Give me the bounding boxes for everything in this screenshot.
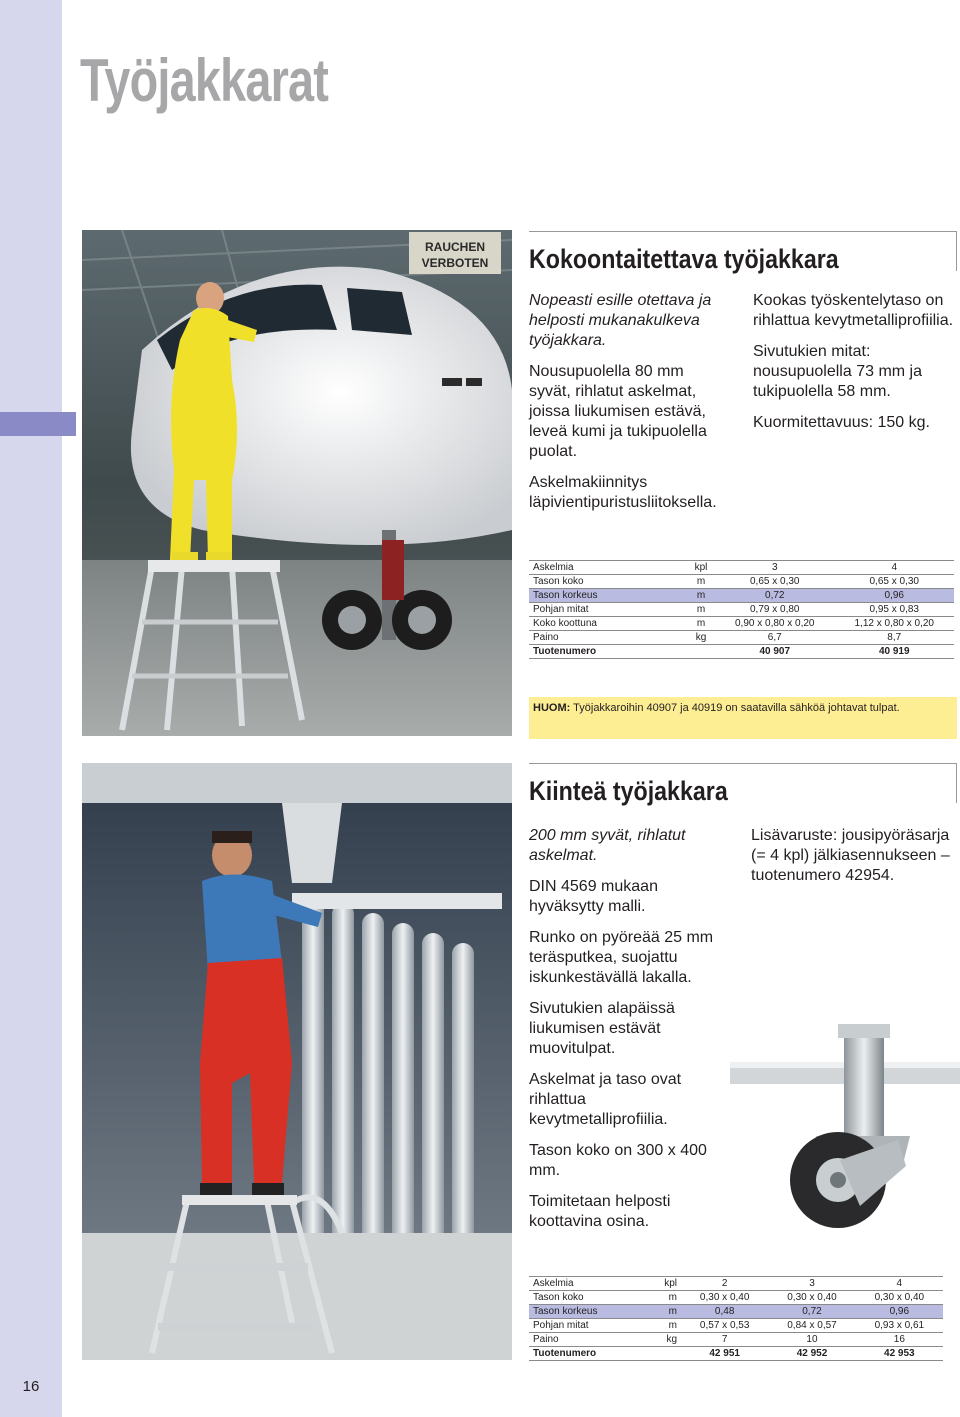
section1-platform-text: Kookas työskentelytaso on rihlattua kevytmetalliprofiilia. xyxy=(753,292,954,329)
section1-sides-text: Sivutukien mitat: nousupuolella 73 mm ja tukipuolella 58 mm. xyxy=(753,343,922,400)
sidebar-marker xyxy=(0,412,76,436)
section1-title: Kokoontaitettava työjakkara xyxy=(529,244,839,274)
page-number: 16 xyxy=(22,1378,40,1395)
section2-col1 xyxy=(529,826,729,1243)
section2-delivery-text: Toimitetaan helposti koottavina osina. xyxy=(529,1193,671,1230)
section2-title-rule xyxy=(529,763,957,764)
note-text: Työjakkaroihin 40907 ja 40919 on saatavilla sähköä johtavat tulpat. xyxy=(573,702,900,714)
table-row: Askelmia kpl 3 4 xyxy=(529,561,954,575)
hangar-photo xyxy=(82,230,512,736)
section1-spec-table xyxy=(529,560,954,659)
section2-accessory-text: Lisävaruste: jousipyöräsarja (= 4 kpl) jälkiasennukseen – tuotenumero 42954. xyxy=(751,827,950,884)
note-box xyxy=(529,697,957,739)
section2-size-text: Tason koko on 300 x 400 mm. xyxy=(529,1142,707,1179)
section1-title-rule xyxy=(529,231,957,232)
section2-frame-text: Runko on pyöreää 25 mm teräsputkea, suojattu iskunkestävällä lakalla. xyxy=(529,929,714,986)
table-row: Koko koottuna m 0,90 x 0,80 x 0,20 1,12 x 0,80 x 0,20 xyxy=(529,617,954,631)
section1-col2 xyxy=(753,291,958,444)
section2-col2 xyxy=(751,826,951,897)
section1-steps-text: Nousupuolella 80 mm syvät, rihlatut askelmat, joissa liukumisen estävä, leveä kumi ja tukipuolella puolat. xyxy=(529,363,707,460)
table-row: Pohjan mitat m 0,79 x 0,80 0,95 x 0,83 xyxy=(529,603,954,617)
section1-col1 xyxy=(529,291,729,524)
factory-photo xyxy=(82,763,512,1360)
section2-title-rule-edge xyxy=(956,763,957,803)
note-label: HUOM: xyxy=(533,702,571,714)
table-row: Askelmia kpl 2 3 4 xyxy=(529,1277,943,1291)
section2-title: Kiinteä työjakkara xyxy=(529,776,728,806)
table-row: Paino kg 6,7 8,7 xyxy=(529,631,954,645)
hangar-sign-text: RAUCHEN xyxy=(425,240,485,254)
page-title: Työjakkarat xyxy=(80,47,329,114)
table-row: Tuotenumero 42 951 42 952 42 953 xyxy=(529,1347,943,1361)
table-row: Tason korkeus m 0,72 0,96 xyxy=(529,589,954,603)
table-row: Paino kg 7 10 16 xyxy=(529,1333,943,1347)
section2-intro: 200 mm syvät, rihlatut askelmat. xyxy=(529,827,686,864)
table-row: Tason korkeus m 0,48 0,72 0,96 xyxy=(529,1305,943,1319)
section2-din-text: DIN 4569 mukaan hyväksytty malli. xyxy=(529,878,658,915)
section2-steps-text: Askelmat ja taso ovat rihlattua kevytmetalliprofiilia. xyxy=(529,1071,682,1128)
section2-plugs-text: Sivutukien alapäissä liukumisen estävät muovitulpat. xyxy=(529,1000,675,1057)
section1-title-rule-edge xyxy=(956,231,957,271)
section1-load-text: Kuormitettavuus: 150 kg. xyxy=(753,414,930,431)
sidebar-band xyxy=(0,0,62,1417)
svg-text:VERBOTEN: VERBOTEN xyxy=(421,256,489,270)
section1-mount-text: Askelmakiinnitys läpivientipuristusliitoksella. xyxy=(529,474,717,511)
section1-intro: Nopeasti esille otettava ja helposti mukanakulkeva työjakkara. xyxy=(529,292,712,349)
table-row: Pohjan mitat m 0,57 x 0,53 0,84 x 0,57 0,93 x 0,61 xyxy=(529,1319,943,1333)
section2-spec-table xyxy=(529,1276,943,1361)
caster-wheel-image xyxy=(720,1010,960,1235)
table-row: Tuotenumero 40 907 40 919 xyxy=(529,645,954,659)
table-row: Tason koko m 0,30 x 0,40 0,30 x 0,40 0,30 x 0,40 xyxy=(529,1291,943,1305)
table-row: Tason koko m 0,65 x 0,30 0,65 x 0,30 xyxy=(529,575,954,589)
